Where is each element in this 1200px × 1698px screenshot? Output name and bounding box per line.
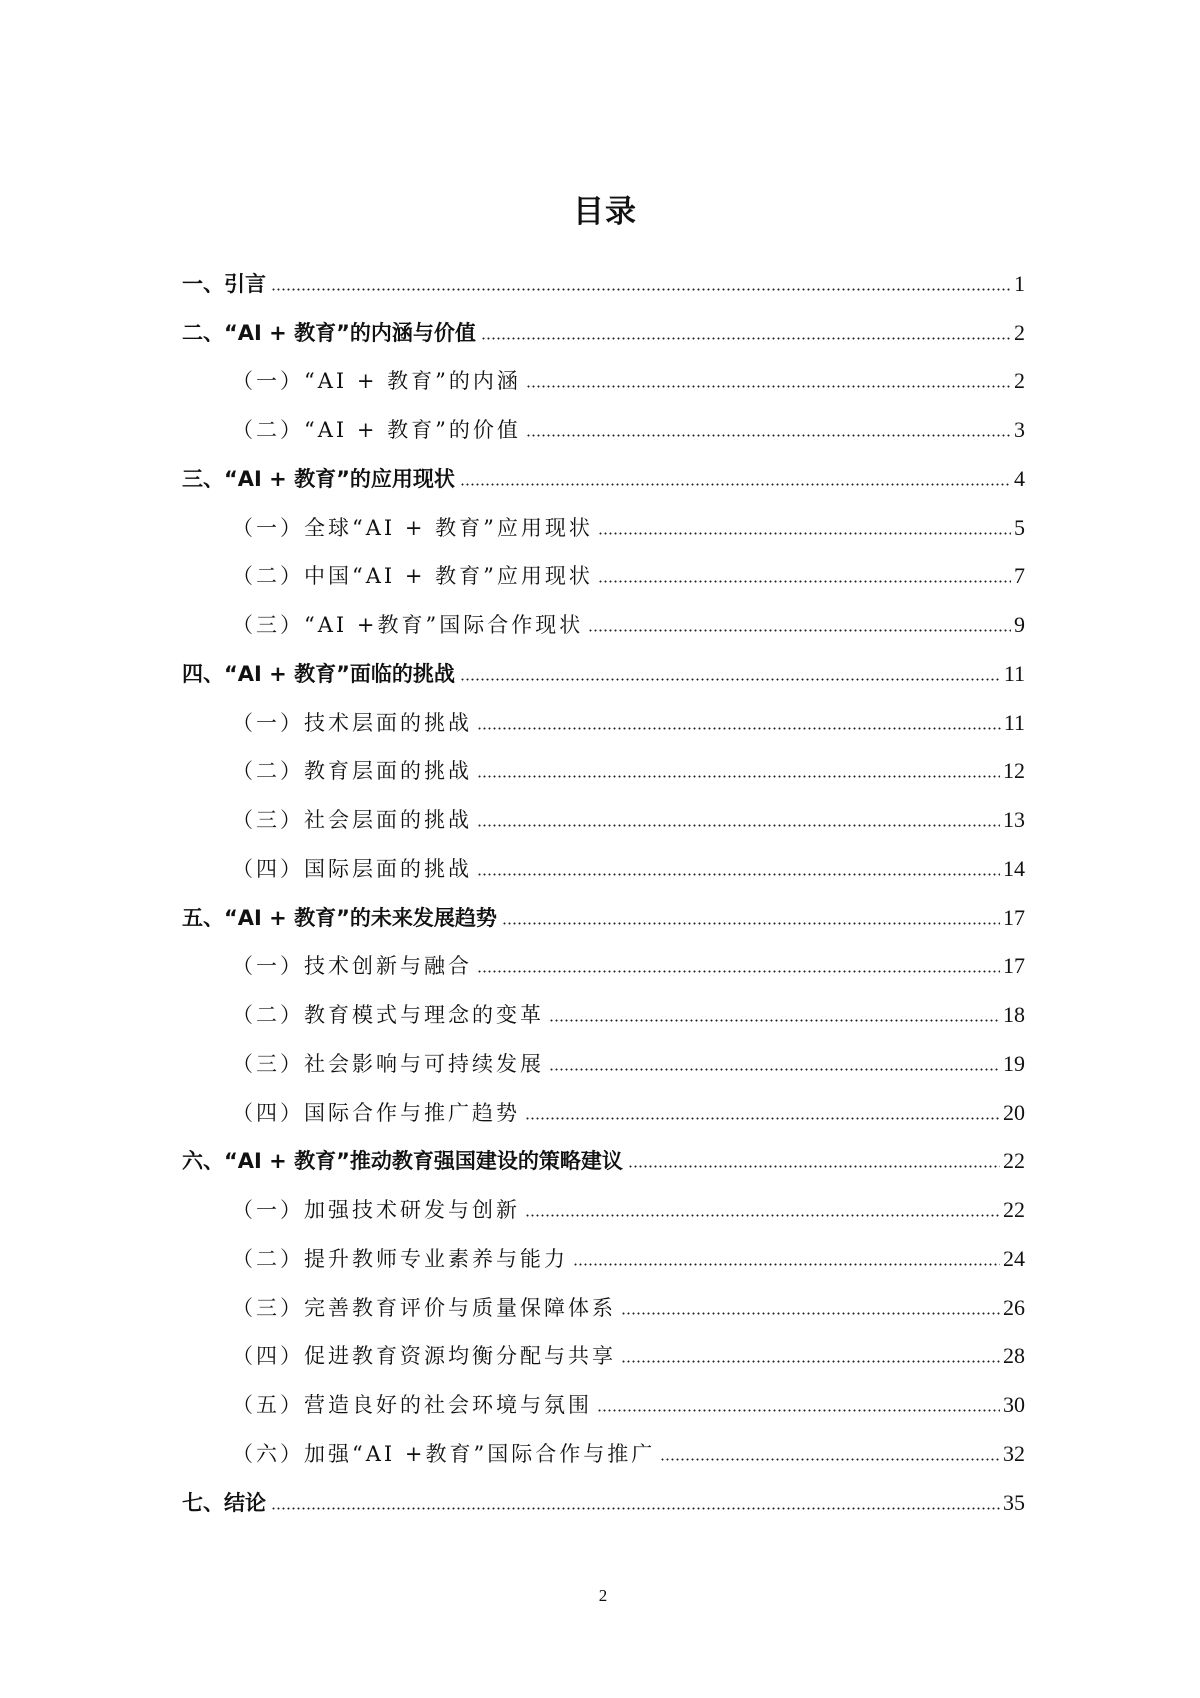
toc-section-entry[interactable] bbox=[182, 833, 1025, 882]
toc-section-entry[interactable] bbox=[182, 1174, 1025, 1223]
toc-entry-page: 30 bbox=[1003, 1392, 1025, 1417]
toc-entry-page: 2 bbox=[1014, 319, 1025, 345]
toc-section-entry[interactable] bbox=[182, 736, 1025, 785]
toc-section-entry[interactable] bbox=[182, 931, 1025, 980]
dot-leader bbox=[621, 1312, 1000, 1315]
toc-section-entry[interactable] bbox=[182, 1077, 1025, 1126]
dot-leader bbox=[460, 678, 1001, 681]
dot-leader bbox=[660, 1458, 1000, 1461]
toc-chapter-entry[interactable] bbox=[182, 297, 1025, 346]
toc-entry-page: 22 bbox=[1003, 1197, 1025, 1222]
toc-chapter-entry[interactable] bbox=[182, 638, 1025, 687]
toc-entry-page: 14 bbox=[1003, 855, 1025, 881]
toc-entry-title: （四）国际合作与推广趋势 bbox=[232, 1100, 520, 1125]
dot-leader bbox=[477, 727, 1001, 730]
toc-entry-title: （三）“AI +教育”国际合作现状 bbox=[232, 613, 584, 637]
toc-entry-page: 24 bbox=[1003, 1245, 1025, 1271]
toc-entry-title: （二）“AI + 教育”的价值 bbox=[232, 418, 521, 442]
dot-leader bbox=[526, 434, 1011, 437]
toc-section-entry[interactable] bbox=[182, 1418, 1025, 1467]
toc-section-entry[interactable] bbox=[182, 687, 1025, 736]
toc-entry-title: 四、“AI + 教育”面临的挑战 bbox=[182, 661, 455, 686]
toc-entry-page: 35 bbox=[1003, 1489, 1025, 1515]
toc-section-entry[interactable] bbox=[182, 1272, 1025, 1321]
toc-entry-title: 七、结论 bbox=[182, 1490, 266, 1515]
toc-entry-page: 7 bbox=[1014, 563, 1025, 589]
toc-chapter-entry[interactable] bbox=[182, 443, 1025, 492]
dot-leader bbox=[526, 385, 1011, 388]
dot-leader bbox=[271, 288, 1011, 291]
toc-chapter-entry[interactable] bbox=[182, 1126, 1025, 1175]
toc-entry-title: （二）中国“AI + 教育”应用现状 bbox=[232, 564, 593, 589]
toc-section-entry[interactable] bbox=[182, 1223, 1025, 1272]
toc-section-entry[interactable] bbox=[182, 784, 1025, 833]
toc-entry-page: 32 bbox=[1003, 1440, 1025, 1466]
toc-entry-page: 1 bbox=[1014, 270, 1025, 296]
toc-entry-title: （三）社会层面的挑战 bbox=[232, 808, 472, 832]
dot-leader bbox=[597, 1409, 1000, 1412]
toc-entry-title: （四）促进教育资源均衡分配与共享 bbox=[232, 1344, 616, 1369]
dot-leader bbox=[502, 922, 1000, 925]
toc-section-entry[interactable] bbox=[182, 1321, 1025, 1370]
dot-leader bbox=[588, 629, 1011, 632]
dot-leader bbox=[271, 1507, 1000, 1510]
toc-chapter-entry[interactable] bbox=[182, 1467, 1025, 1516]
toc-entry-title: （二）教育层面的挑战 bbox=[232, 759, 472, 784]
page-number: 2 bbox=[598, 1586, 608, 1605]
dot-leader bbox=[481, 337, 1011, 340]
toc-section-entry[interactable] bbox=[182, 1369, 1025, 1418]
toc-chapter-entry[interactable] bbox=[182, 882, 1025, 931]
toc-entry-page: 12 bbox=[1003, 758, 1025, 784]
toc-entry-title: （三）社会影响与可持续发展 bbox=[232, 1051, 544, 1076]
toc-entry-title: 二、“AI + 教育”的内涵与价值 bbox=[182, 320, 476, 345]
dot-leader bbox=[477, 873, 1000, 876]
toc-entry-page: 3 bbox=[1014, 417, 1025, 442]
toc-entry-title: 三、“AI + 教育”的应用现状 bbox=[182, 466, 455, 491]
dot-leader bbox=[549, 1068, 1000, 1071]
toc-entry-title: （一）全球“AI + 教育”应用现状 bbox=[232, 515, 593, 540]
dot-leader bbox=[628, 1165, 1000, 1168]
toc-chapter-entry[interactable] bbox=[182, 248, 1025, 297]
toc-entry-page: 2 bbox=[1014, 368, 1025, 394]
toc-entry-page: 4 bbox=[1014, 465, 1025, 491]
dot-leader bbox=[477, 775, 1000, 778]
toc-entry-title: 一、引言 bbox=[182, 271, 266, 296]
toc-entry-page: 9 bbox=[1014, 612, 1025, 637]
dot-leader bbox=[573, 1263, 1000, 1266]
toc-entry-page: 17 bbox=[1003, 904, 1025, 930]
dot-leader bbox=[621, 1360, 1000, 1363]
toc-entry-title: （一）技术层面的挑战 bbox=[232, 710, 472, 735]
toc-entry-title: 五、“AI + 教育”的未来发展趋势 bbox=[182, 905, 497, 930]
toc-section-entry[interactable] bbox=[182, 979, 1025, 1028]
toc-section-entry[interactable] bbox=[182, 541, 1025, 590]
dot-leader bbox=[598, 532, 1011, 535]
dot-leader bbox=[598, 580, 1011, 583]
toc-entry-title: （二）教育模式与理念的变革 bbox=[232, 1003, 544, 1027]
toc-entry-title: （一）技术创新与融合 bbox=[232, 954, 472, 979]
toc-entry-page: 18 bbox=[1003, 1002, 1025, 1027]
toc-entry-page: 22 bbox=[1003, 1148, 1025, 1174]
toc-entry-page: 13 bbox=[1003, 807, 1025, 832]
toc-entry-title: （一）“AI + 教育”的内涵 bbox=[232, 369, 521, 394]
dot-leader bbox=[460, 483, 1011, 486]
toc-section-entry[interactable] bbox=[182, 346, 1025, 395]
toc-section-entry[interactable] bbox=[182, 589, 1025, 638]
toc-entry-title: （三）完善教育评价与质量保障体系 bbox=[232, 1295, 616, 1320]
table-of-contents bbox=[182, 248, 1025, 1516]
dot-leader bbox=[525, 1117, 1000, 1120]
toc-entry-page: 11 bbox=[1003, 709, 1025, 735]
toc-title: 目录 bbox=[573, 194, 637, 230]
toc-section-entry[interactable] bbox=[182, 1028, 1025, 1077]
toc-entry-page: 5 bbox=[1014, 514, 1025, 540]
toc-entry-title: （五）营造良好的社会环境与氛围 bbox=[232, 1393, 592, 1417]
dot-leader bbox=[549, 1019, 1000, 1022]
dot-leader bbox=[477, 970, 1000, 973]
toc-section-entry[interactable] bbox=[182, 394, 1025, 443]
toc-entry-page: 17 bbox=[1003, 953, 1025, 979]
toc-entry-page: 20 bbox=[1003, 1099, 1025, 1125]
toc-entry-title: （六）加强“AI +教育”国际合作与推广 bbox=[232, 1441, 656, 1466]
toc-entry-title: （四）国际层面的挑战 bbox=[232, 856, 472, 881]
toc-entry-page: 19 bbox=[1003, 1050, 1025, 1076]
toc-entry-page: 26 bbox=[1003, 1294, 1025, 1320]
toc-section-entry[interactable] bbox=[182, 492, 1025, 541]
toc-entry-title: （一）加强技术研发与创新 bbox=[232, 1198, 520, 1222]
toc-entry-title: （二）提升教师专业素养与能力 bbox=[232, 1246, 568, 1271]
toc-entry-page: 11 bbox=[1003, 660, 1025, 686]
dot-leader bbox=[477, 824, 1000, 827]
toc-entry-page: 28 bbox=[1003, 1343, 1025, 1369]
toc-entry-title: 六、“AI + 教育”推动教育强国建设的策略建议 bbox=[182, 1149, 623, 1174]
dot-leader bbox=[525, 1214, 1000, 1217]
